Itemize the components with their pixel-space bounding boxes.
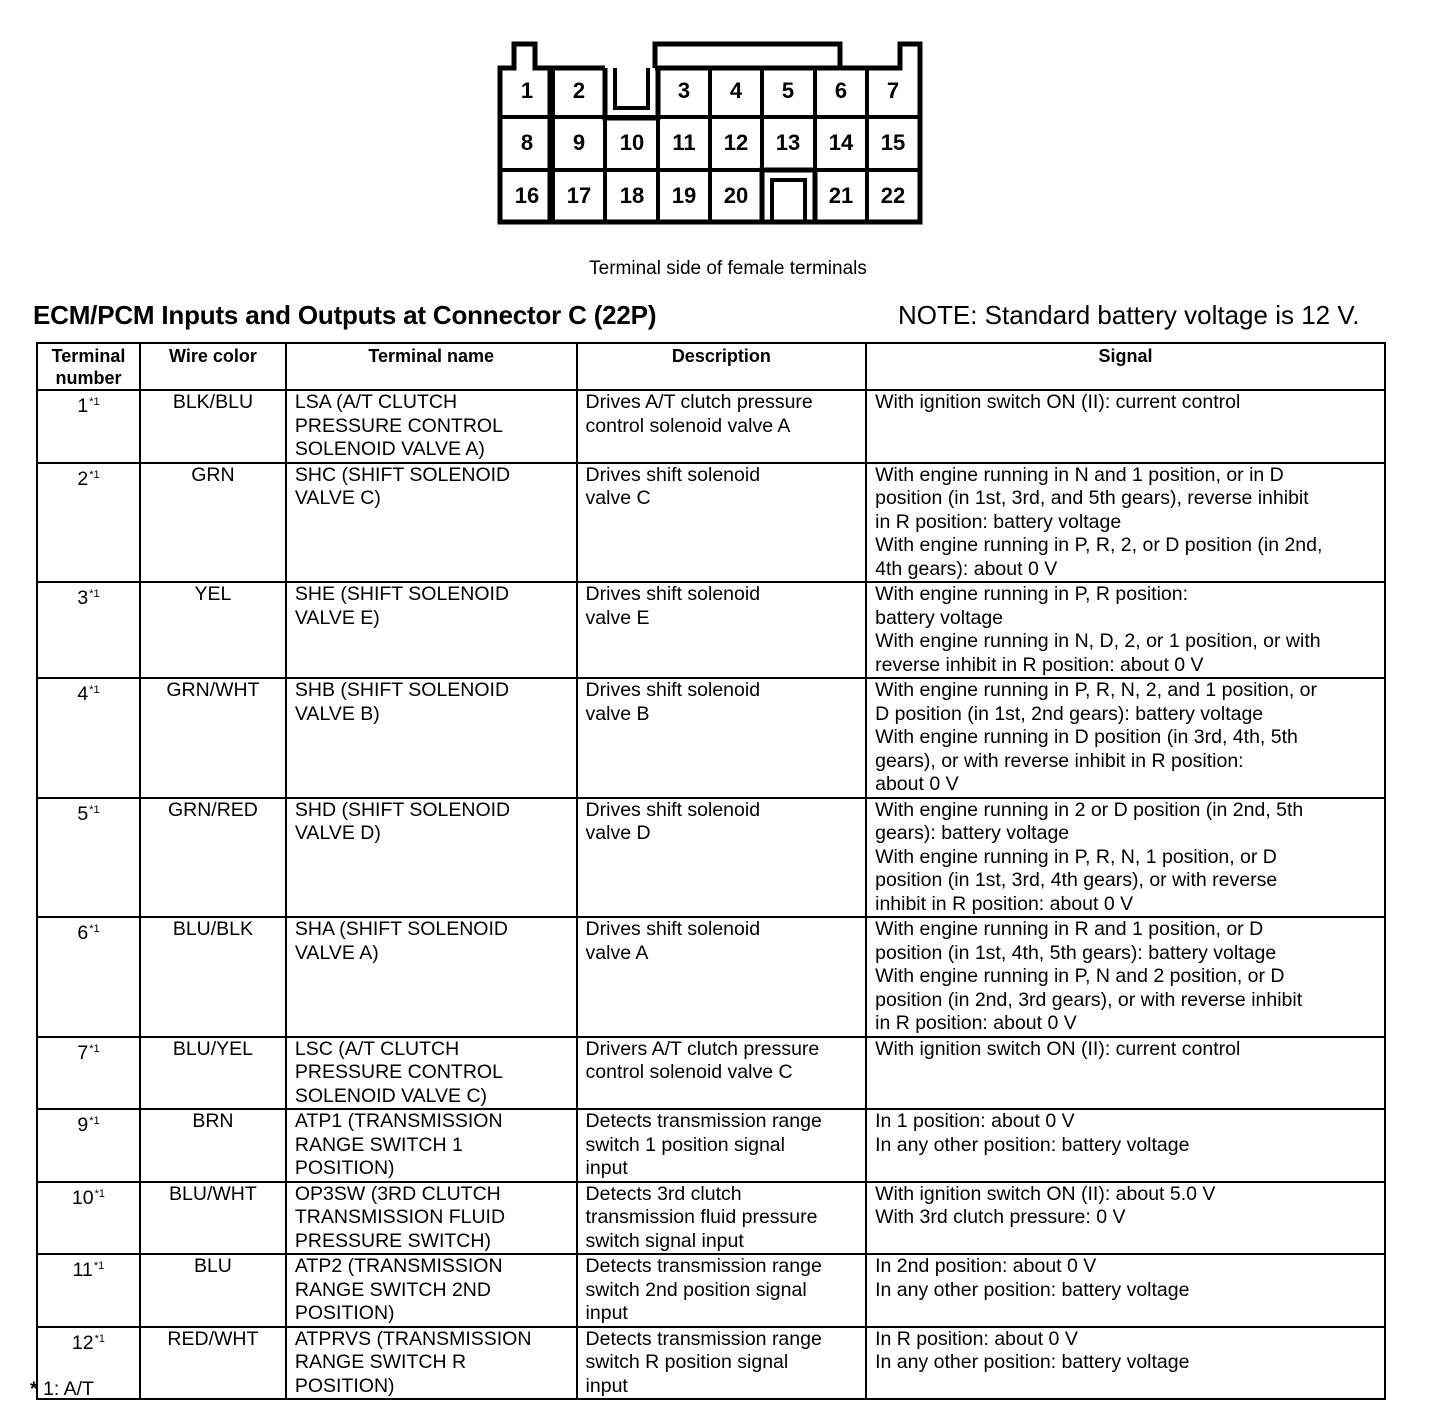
terminal-name-line: ATP1 (TRANSMISSION [294, 1110, 503, 1132]
description-line: Drivers A/T clutch pressure [585, 1037, 820, 1060]
connector-lower-notch [762, 170, 815, 222]
description-line: Detects transmission range [585, 1327, 822, 1350]
signal-line: In 2nd position: about 0 V [875, 1255, 1097, 1277]
terminal-number: 5 [77, 802, 89, 825]
terminal-name-line: OP3SW (3RD CLUTCH [294, 1182, 501, 1205]
table-row [37, 463, 1385, 583]
description-cell [577, 463, 867, 583]
terminal-number: 7 [77, 1041, 89, 1064]
description-line: valve E [585, 606, 650, 629]
battery-note: NOTE: Standard battery voltage is 12 V. [898, 300, 1360, 330]
signal-line: With engine running in P, R position: [875, 583, 1189, 605]
signal-line: With engine running in 2 or D position (in 2nd, 5th [875, 798, 1304, 821]
footnote-reference: *1 [89, 803, 100, 816]
terminal-label: 17 [566, 183, 592, 208]
signal-line: With engine running in N and 1 position, or in D [875, 463, 1284, 486]
terminal-number: 6 [77, 922, 89, 944]
terminal-name-cell [286, 582, 577, 678]
terminal-name-line: VALVE D) [294, 822, 381, 844]
terminal-name-cell [286, 1037, 577, 1110]
footnote-reference: *1 [93, 1260, 105, 1272]
signal-line: In 1 position: about 0 V [875, 1110, 1075, 1132]
signal-line: battery voltage [875, 606, 1004, 629]
terminal-label: 11 [672, 130, 696, 155]
terminal-name-line: LSA (A/T CLUTCH [294, 391, 458, 413]
terminal-label: 12 [723, 130, 749, 155]
signal-cell [866, 1254, 1385, 1327]
terminal-name-line: LSC (A/T CLUTCH [294, 1037, 460, 1060]
terminal-name-cell [286, 390, 577, 463]
description-cell [577, 1327, 867, 1400]
footnote-mark: * [30, 1378, 38, 1400]
wire-color-cell: GRN/WHT [140, 678, 286, 798]
wire-color-cell: BLU/WHT [140, 1182, 286, 1255]
footnote-reference: *1 [89, 1115, 100, 1127]
terminal-number-cell [37, 1037, 140, 1110]
signal-line: With ignition switch ON (II): about 5.0 V [875, 1182, 1216, 1205]
description-cell [577, 917, 867, 1037]
signal-line: With ignition switch ON (II): current control [875, 1037, 1241, 1060]
terminal-label: 21 [828, 183, 854, 208]
terminal-label: 15 [880, 130, 906, 155]
connector-diagram [0, 0, 1456, 240]
terminal-number-cell [37, 390, 140, 463]
table-row [37, 1327, 1385, 1400]
footnote [30, 1378, 94, 1401]
terminal-name-line: VALVE A) [294, 941, 379, 964]
description-cell [577, 1037, 867, 1110]
terminal-name-cell [286, 463, 577, 583]
wire-color-cell: BRN [140, 1109, 286, 1182]
signal-line: With engine running in P, R, N, 1 position, or D [875, 845, 1277, 868]
signal-line: With engine running in P, R, N, 2, and 1 position, or [875, 679, 1318, 701]
signal-line: position (in 1st, 3rd, 4th gears), or with reverse [875, 869, 1278, 891]
terminal-name-line: PRESSURE CONTROL [294, 1061, 503, 1083]
signal-line: In any other position: battery voltage [875, 1351, 1190, 1373]
footnote-text: 1: A/T [43, 1378, 94, 1400]
signal-cell [866, 1327, 1385, 1400]
table-row [37, 582, 1385, 678]
terminal-name-cell [286, 1109, 577, 1182]
description-line: Drives A/T clutch pressure [585, 391, 813, 413]
description-line: control solenoid valve C [585, 1061, 793, 1083]
signal-line: With 3rd clutch pressure: 0 V [875, 1206, 1126, 1228]
terminal-name-line: SHA (SHIFT SOLENOID [294, 918, 508, 940]
connector-caption: Terminal side of female terminals [589, 258, 867, 279]
connector-top-key [655, 44, 840, 68]
terminal-label: 14 [828, 130, 854, 155]
signal-cell [866, 1109, 1385, 1182]
description-line: Detects 3rd clutch [585, 1182, 742, 1205]
column-header-description: Description [577, 343, 867, 390]
description-line: Drives shift solenoid [585, 679, 761, 701]
signal-cell [866, 390, 1385, 463]
terminal-name-cell [286, 798, 577, 918]
signal-cell [866, 582, 1385, 678]
terminal-label: 20 [723, 183, 749, 208]
signal-line: In R position: about 0 V [875, 1327, 1078, 1350]
signal-line: gears): battery voltage [875, 822, 1070, 844]
terminal-name-cell [286, 1182, 577, 1255]
terminal-name-line: POSITION) [294, 1302, 395, 1324]
terminal-name-line: SOLENOID VALVE C) [294, 1084, 488, 1107]
description-line: switch signal input [585, 1229, 744, 1252]
signal-line: In any other position: battery voltage [875, 1133, 1190, 1156]
terminal-name-line: POSITION) [294, 1374, 395, 1397]
description-cell [577, 1254, 867, 1327]
description-line: switch 1 position signal [585, 1133, 785, 1156]
signal-cell [866, 798, 1385, 918]
description-line: input [585, 1302, 628, 1324]
wire-color-cell: BLK/BLU [140, 390, 286, 463]
signal-line: In any other position: battery voltage [875, 1278, 1190, 1301]
terminal-name-line: VALVE C) [294, 487, 381, 509]
column-header-signal: Signal [866, 343, 1385, 390]
description-line: Drives shift solenoid [585, 463, 761, 486]
table-row [37, 390, 1385, 463]
terminal-number-cell [37, 1254, 140, 1327]
terminal-name-line: SHC (SHIFT SOLENOID [294, 463, 511, 486]
terminal-number-cell [37, 582, 140, 678]
terminal-number: 3 [77, 587, 89, 609]
description-line: input [585, 1157, 628, 1179]
terminal-label: 1 [520, 78, 534, 103]
column-header-wire-color: Wire color [140, 343, 286, 390]
description-line: valve B [585, 702, 650, 725]
wire-color-cell: BLU/BLK [140, 917, 286, 1037]
description-cell [577, 582, 867, 678]
table-row [37, 1254, 1385, 1327]
terminal-name-line: SHE (SHIFT SOLENOID [294, 583, 510, 605]
terminal-number: 4 [77, 683, 89, 705]
terminal-label: 22 [880, 183, 906, 208]
terminal-number-cell [37, 463, 140, 583]
description-cell [577, 1109, 867, 1182]
description-line: valve D [585, 822, 651, 844]
table-row [37, 678, 1385, 798]
description-line: valve A [585, 941, 649, 964]
description-line: Detects transmission range [585, 1110, 822, 1132]
terminal-number-cell [37, 678, 140, 798]
terminal-label: 16 [514, 183, 540, 208]
description-cell [577, 798, 867, 918]
terminal-name-cell [286, 1327, 577, 1400]
signal-line: in R position: about 0 V [875, 1012, 1077, 1034]
connector-upper-notch [605, 68, 658, 118]
description-line: switch R position signal [585, 1351, 789, 1373]
terminal-name-line: RANGE SWITCH 2ND [294, 1278, 491, 1301]
terminal-label: 18 [619, 183, 645, 208]
terminal-number: 9 [77, 1114, 89, 1136]
terminal-number-cell [37, 798, 140, 918]
terminal-name-cell [286, 1254, 577, 1327]
wire-color-cell: RED/WHT [140, 1327, 286, 1400]
description-line: Detects transmission range [585, 1255, 822, 1277]
terminal-label: 9 [572, 130, 586, 155]
terminal-number: 10 [71, 1186, 94, 1209]
terminal-number: 2 [77, 467, 89, 490]
terminal-name-line: ATP2 (TRANSMISSION [294, 1255, 503, 1277]
terminal-name-line: PRESSURE CONTROL [294, 414, 503, 437]
terminal-name-line: SHB (SHIFT SOLENOID [294, 679, 510, 701]
wire-color-cell: YEL [140, 582, 286, 678]
terminal-label: 10 [619, 130, 645, 155]
table-header-row [37, 343, 1385, 390]
page-title: ECM/PCM Inputs and Outputs at Connector C (22P) [33, 300, 657, 330]
terminal-label: 2 [572, 78, 586, 103]
terminal-name-line: VALVE B) [294, 702, 380, 725]
terminal-number-cell [37, 1182, 140, 1255]
column-header-terminal-number: Terminal number [37, 343, 140, 390]
description-cell [577, 390, 867, 463]
description-line: control solenoid valve A [585, 414, 791, 437]
terminal-name-cell [286, 917, 577, 1037]
footnote-reference: *1 [89, 923, 100, 935]
signal-line: With engine running in N, D, 2, or 1 position, or with [875, 630, 1321, 652]
table-row [37, 798, 1385, 918]
signal-line: D position (in 1st, 2nd gears): battery voltage [875, 702, 1264, 725]
signal-line: With ignition switch ON (II): current control [875, 391, 1241, 413]
signal-cell [866, 1182, 1385, 1255]
terminal-number: 1 [77, 395, 89, 417]
terminal-label: 8 [520, 130, 534, 155]
signal-line: With engine running in R and 1 position, or D [875, 918, 1264, 940]
description-cell [577, 678, 867, 798]
description-line: switch 2nd position signal [585, 1278, 807, 1301]
description-line: Drives shift solenoid [585, 798, 761, 821]
terminal-label: 5 [781, 78, 795, 103]
footnote-reference: *1 [89, 684, 100, 696]
terminal-table [36, 342, 1386, 1400]
signal-line: With engine running in D position (in 3rd, 4th, 5th [875, 726, 1298, 748]
footnote-reference: *1 [94, 1187, 106, 1200]
terminal-name-line: RANGE SWITCH R [294, 1351, 467, 1373]
description-line: valve C [585, 487, 651, 509]
column-header-terminal-name: Terminal name [286, 343, 577, 390]
signal-line: gears), or with reverse inhibit in R position: [875, 749, 1244, 772]
signal-line: inhibit in R position: about 0 V [875, 892, 1134, 915]
terminal-label: 7 [886, 78, 900, 103]
footnote-reference: *1 [89, 468, 100, 481]
table-row [37, 1182, 1385, 1255]
footnote-reference: *1 [89, 396, 100, 408]
table-row [37, 1037, 1385, 1110]
terminal-name-line: TRANSMISSION FLUID [294, 1206, 506, 1228]
terminal-name-line: SHD (SHIFT SOLENOID [294, 798, 511, 821]
table-row [37, 917, 1385, 1037]
description-line: transmission fluid pressure [585, 1206, 818, 1228]
terminal-label: 13 [775, 130, 801, 155]
terminal-name-line: RANGE SWITCH 1 [294, 1133, 463, 1156]
terminal-number-cell [37, 1109, 140, 1182]
footnote-reference: *1 [94, 1332, 106, 1345]
signal-line: position (in 1st, 3rd, and 5th gears), reverse inhibit [875, 487, 1309, 509]
terminal-number-cell [37, 917, 140, 1037]
wire-color-cell: BLU/YEL [140, 1037, 286, 1110]
description-line: Drives shift solenoid [585, 918, 761, 940]
signal-line: position (in 2nd, 3rd gears), or with reverse inhibit [875, 988, 1303, 1011]
signal-line: about 0 V [875, 773, 959, 795]
signal-line: 4th gears): about 0 V [875, 557, 1058, 580]
signal-line: reverse inhibit in R position: about 0 V [875, 653, 1204, 676]
footnote-reference: *1 [89, 588, 100, 600]
terminal-label: 6 [834, 78, 848, 103]
wire-color-cell: GRN [140, 463, 286, 583]
terminal-label: 4 [729, 78, 743, 103]
terminal-label: 3 [677, 78, 691, 103]
description-line: input [585, 1374, 628, 1397]
terminal-name-line: POSITION) [294, 1157, 395, 1179]
signal-line: With engine running in P, N and 2 position, or D [875, 965, 1285, 987]
footnote-reference: *1 [89, 1042, 100, 1055]
signal-cell [866, 678, 1385, 798]
signal-cell [866, 917, 1385, 1037]
terminal-name-line: VALVE E) [294, 606, 380, 629]
wire-color-cell: BLU [140, 1254, 286, 1327]
signal-cell [866, 1037, 1385, 1110]
terminal-label: 19 [671, 183, 697, 208]
terminal-name-line: ATPRVS (TRANSMISSION [294, 1327, 532, 1350]
signal-line: in R position: battery voltage [875, 510, 1122, 533]
terminal-name-line: PRESSURE SWITCH) [294, 1229, 491, 1252]
description-line: Drives shift solenoid [585, 583, 761, 605]
terminal-number: 12 [71, 1331, 94, 1354]
signal-line: position (in 1st, 4th, 5th gears): battery voltage [875, 941, 1277, 964]
signal-line: With engine running in P, R, 2, or D position (in 2nd, [875, 534, 1323, 556]
description-cell [577, 1182, 867, 1255]
terminal-name-line: SOLENOID VALVE A) [294, 438, 485, 460]
terminal-number: 11 [72, 1259, 93, 1281]
signal-cell [866, 463, 1385, 583]
wire-color-cell: GRN/RED [140, 798, 286, 918]
table-row [37, 1109, 1385, 1182]
terminal-name-cell [286, 678, 577, 798]
